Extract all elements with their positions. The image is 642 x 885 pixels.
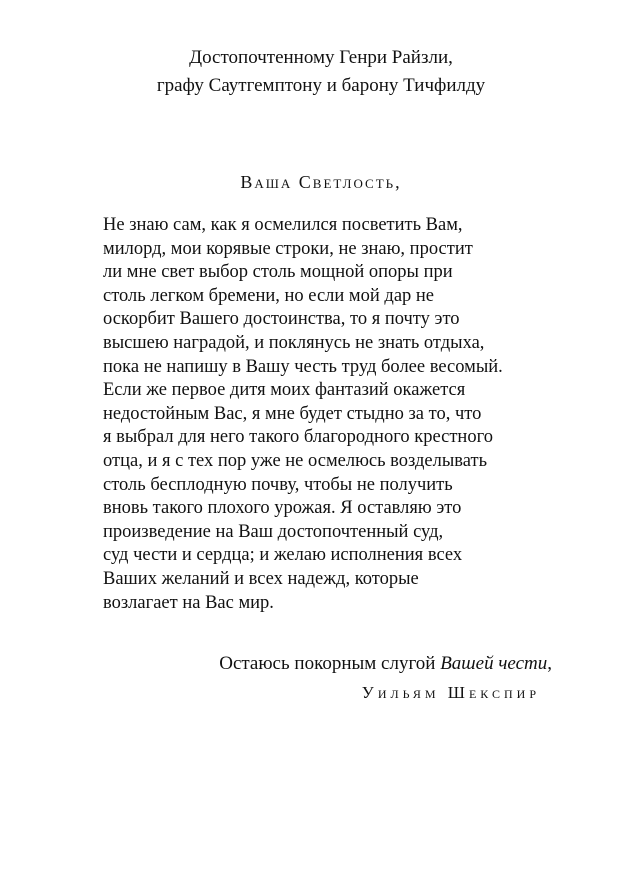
body-line: пока не напишу в Вашу честь труд более весомый. xyxy=(103,356,503,377)
body-line: столь бесплодную почву, чтобы не получить xyxy=(103,474,453,495)
body-line: оскорбит Вашего достоинства, то я почту это xyxy=(103,309,460,330)
body-line: вновь такого плохого урожая. Я оставляю это xyxy=(103,498,462,519)
body-line: Не знаю сам, как я осмелился посветить Вам, xyxy=(103,215,463,235)
body-line: отца, и я с тех пор уже не осмелюсь возделывать xyxy=(103,450,488,471)
dedication-line-2: графу Саутгемптону и барону Тичфилду xyxy=(156,75,486,96)
dedication-line-1: Достопочтенному Генри Райзли, xyxy=(189,47,453,68)
signature: Уильям Шекспир xyxy=(361,683,540,702)
body-line: я выбрал для него такого благородного крестного xyxy=(103,427,493,448)
closing-suffix: , xyxy=(547,653,552,674)
closing-prefix: Остаюсь покорным слугой xyxy=(219,653,441,674)
closing-italic: Вашей чести xyxy=(440,653,548,674)
body-line: высшею наградой, и поклянусь не знать отдыха, xyxy=(103,332,485,353)
body-line: Ваших желаний и всех надежд, которые xyxy=(103,568,419,589)
body-line: возлагает на Вас мир. xyxy=(103,592,274,613)
salutation: Ваша Светлость, xyxy=(240,172,402,192)
dedication-body xyxy=(103,214,563,615)
body-line: милорд, мои корявые строки, не знаю, простит xyxy=(103,238,473,259)
body-line: произведение на Ваш достопочтенный суд, xyxy=(103,521,444,542)
body-line: столь легком бремени, но если мой дар не xyxy=(103,285,435,306)
body-line: недостойным Вас, я мне будет стыдно за то, что xyxy=(103,403,482,424)
body-line: Если же первое дитя моих фантазий окажется xyxy=(103,380,466,401)
closing-line xyxy=(219,653,552,675)
body-line: суд чести и сердца; и желаю исполнения всех xyxy=(103,545,463,566)
body-line: ли мне свет выбор столь мощной опоры при xyxy=(103,262,453,283)
